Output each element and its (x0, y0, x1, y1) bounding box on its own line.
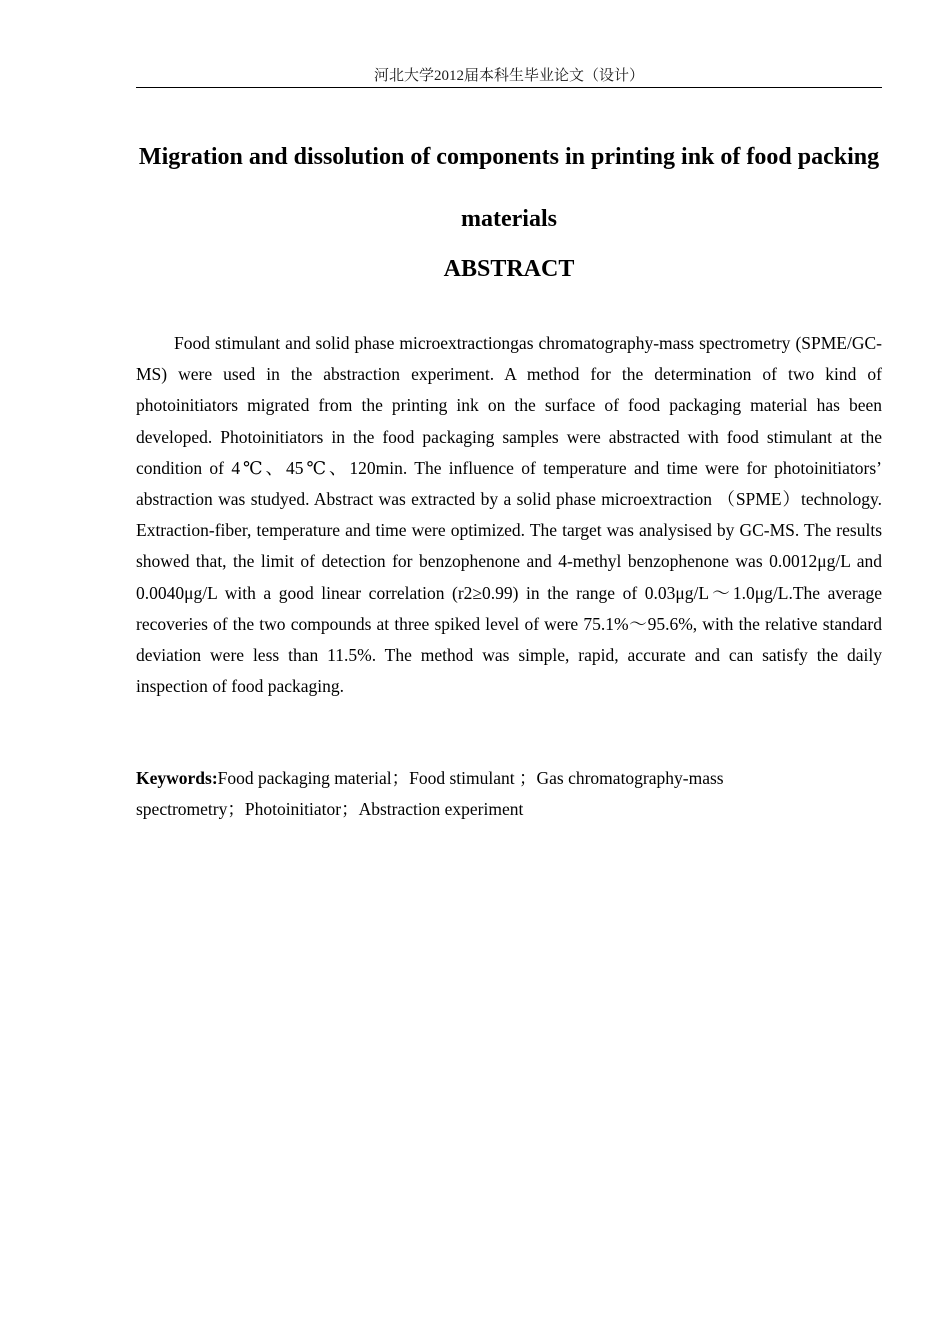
keywords-label: Keywords: (136, 768, 218, 788)
page-header: 河北大学2012届本科生毕业论文（设计） (373, 68, 644, 84)
abstract-body: Food stimulant and solid phase microextractiongas chromatography-mass spectrometry (SPME/GC-MS) were used in the abstraction experiment. A method for the determination of two kind of photoinitiators migrated from the printing ink on the surface of food packaging material has been developed. Photoinitiators in the food packaging samples were abstracted with food stimulant at the condition of 4℃、45℃、120min. The influence of temperature and time were for photoinitiators’ abstraction was studyed. Abstract was extracted by a solid phase microextraction （SPME）technology. Extraction-fiber, temperature and time were optimized. The target was analysised by GC-MS. The results showed that, the limit of detection for benzophenone and 4-methyl benzophenone was 0.0012μg/L and 0.0040μg/L with a good linear correlation (r2≥0.99) in the range of 0.03μg/L～1.0μg/L.The average recoveries of the two compounds at three spiked level of were 75.1%～95.6%, with the relative standard deviation were less than 11.5%. The method was simple, rapid, accurate and can satisfy the daily inspection of food packaging. (136, 333, 882, 697)
keywords-paragraph (136, 763, 796, 825)
paper-title: Migration and dissolution of components in printing ink of food packing materials (138, 144, 880, 232)
header-divider (136, 87, 882, 88)
abstract-heading: ABSTRACT (443, 256, 575, 282)
keywords-text: Food packaging material；Food stimulant ；Gas chromatography-mass spectrometry；Photoinitiator；Abstraction experiment (136, 768, 724, 819)
